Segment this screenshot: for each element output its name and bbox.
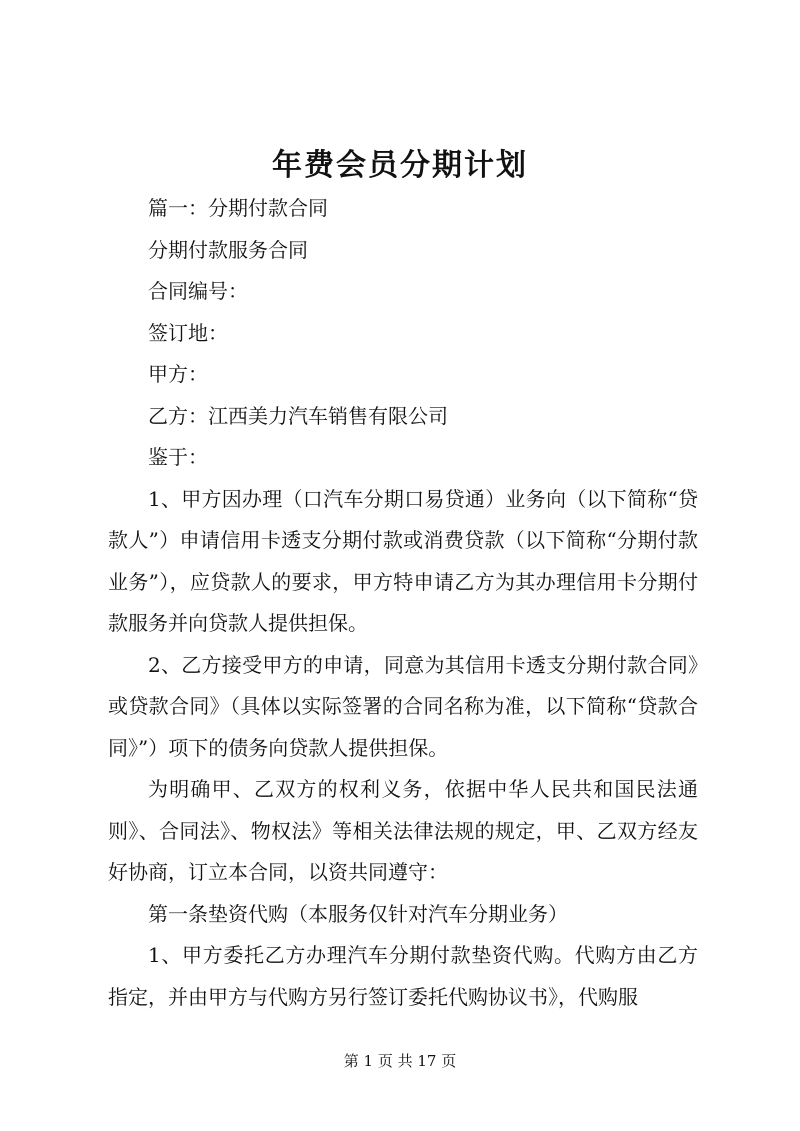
paragraph: 篇一：分期付款合同 xyxy=(148,196,328,220)
paragraph: 为明确甲、乙双方的权利义务，依据中华人民共和国民法通则》、合同法》、物权法》等相关法律法规的规定，甲、乙双方经友好协商，订立本合同，以资共同遵守： xyxy=(108,777,698,884)
page-footer: 第 1 页 共 17 页 xyxy=(343,1052,457,1070)
paragraph: 2、乙方接受甲方的申请，同意为其信用卡透支分期付款合同》或贷款合同》（具体以实际签署的合同名称为准，以下简称“贷款合同》”）项下的债务向贷款人提供担保。 xyxy=(108,652,698,760)
paragraph: 1、甲方委托乙方办理汽车分期付款垫资代购。代购方由乙方指定，并由甲方与代购方另行签订委托代购协议书》，代购服 xyxy=(108,943,698,1009)
paragraph: 乙方：江西美力汽车销售有限公司 xyxy=(148,403,448,428)
paragraph: 合同编号： xyxy=(148,279,248,303)
paragraph: 甲方： xyxy=(148,362,208,386)
paragraph: 鉴于： xyxy=(148,445,208,469)
paragraph: 签订地： xyxy=(148,320,228,345)
paragraph: 第一条垫资代购（本服务仅针对汽车分期业务） xyxy=(148,901,568,926)
paragraph: 1、甲方因办理（口汽车分期口易贷通）业务向（以下简称“贷款人”）申请信用卡透支分期付款或消费贷款（以下简称“分期付款业务”），应贷款人的要求，甲方特申请乙方为其办理信用卡分期付款服务并向贷款人提供担保。 xyxy=(108,486,698,635)
document-body xyxy=(108,188,698,1018)
paragraph: 分期付款服务合同 xyxy=(148,237,308,262)
document-title: 年费会员分期计划 xyxy=(272,148,528,183)
